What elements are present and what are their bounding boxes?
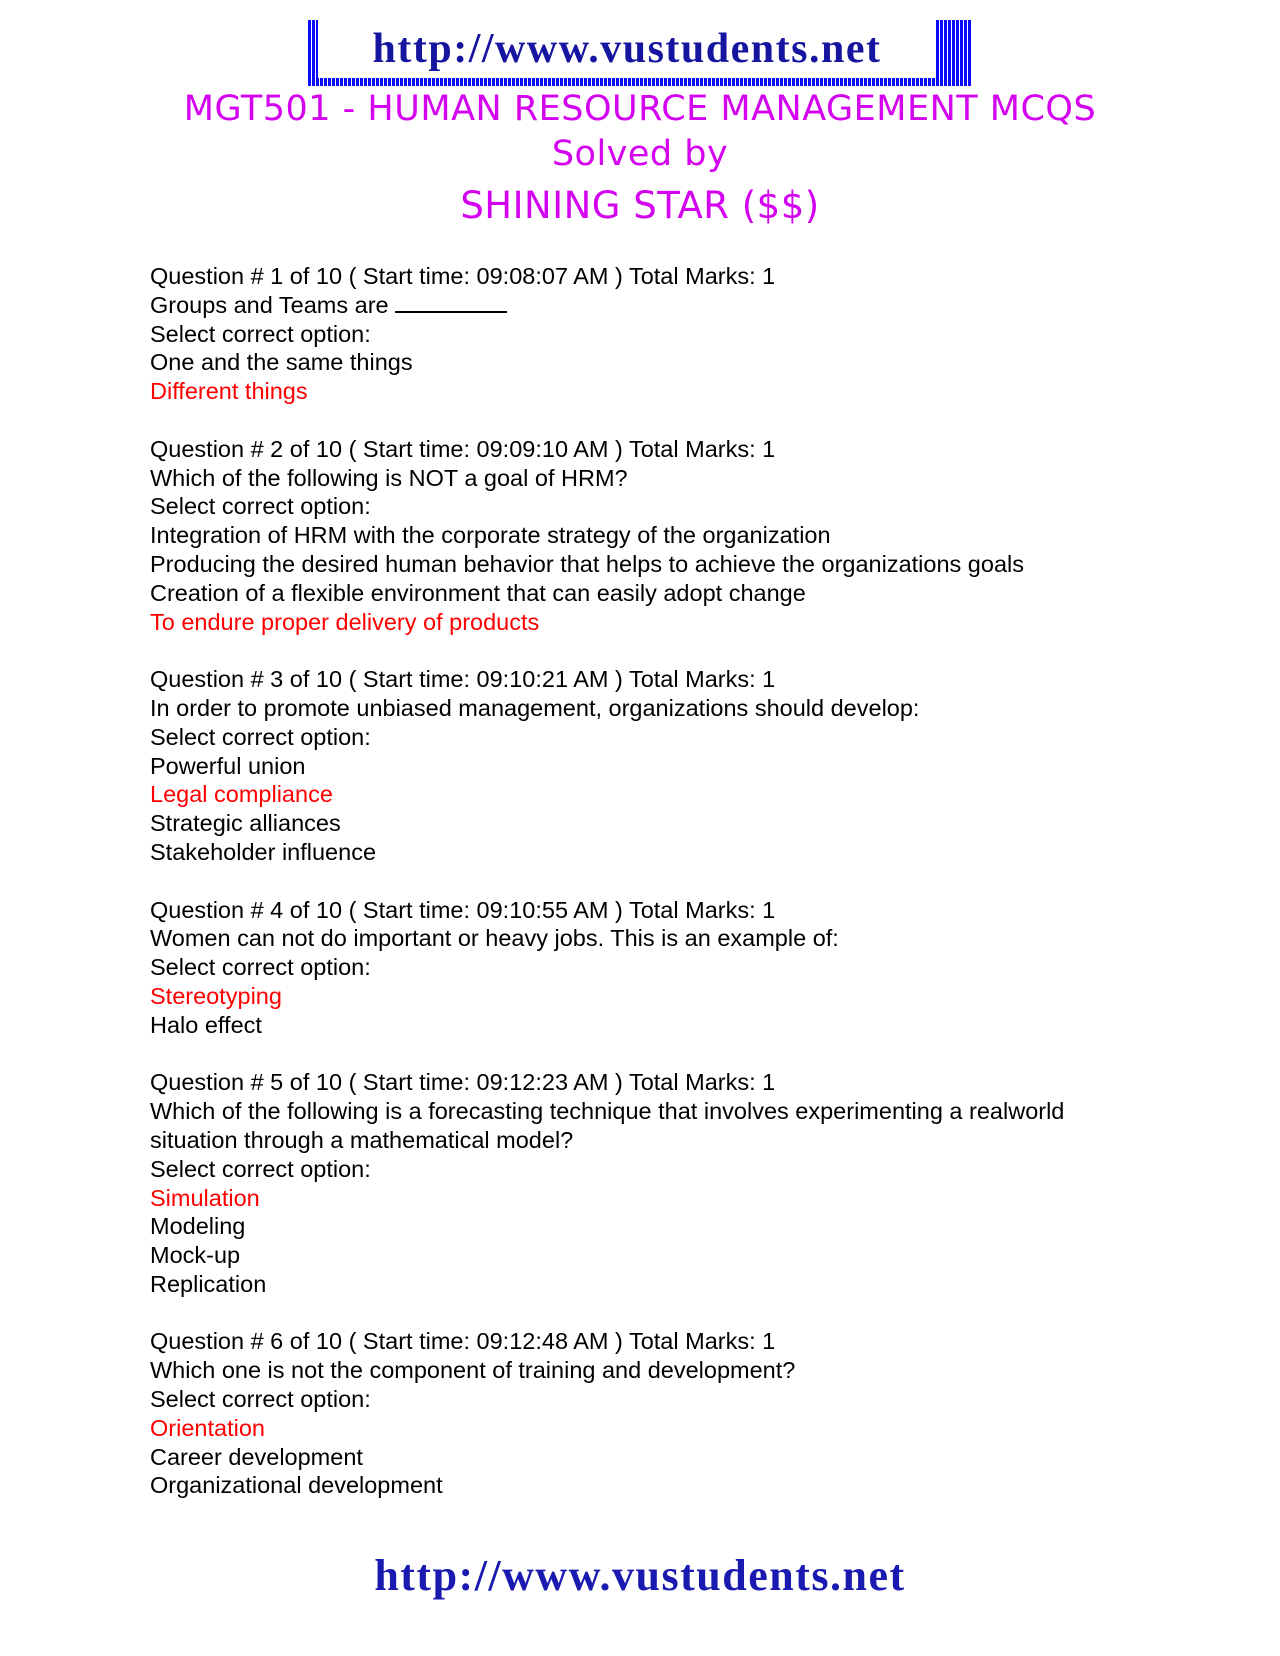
option: Career development [150, 1443, 363, 1470]
question-block [150, 665, 1250, 895]
question-text [150, 1097, 1250, 1126]
option: One and the same things [150, 349, 413, 376]
question-text-part: situation through a mathematical model? [150, 1126, 574, 1153]
correct-option: Legal compliance [150, 781, 333, 808]
correct-option: Orientation [150, 1414, 265, 1441]
question-text-part: Which of the following is a forecasting technique that involves experimenting a realworld [150, 1098, 1065, 1125]
footer-url: http://www.vustudents.net [374, 1551, 906, 1600]
question-text [150, 291, 1250, 320]
question-text [150, 924, 1250, 953]
question-block [150, 435, 1250, 665]
question-header: Question # 5 of 10 ( Start time: 09:12:23 AM ) Total Marks: 1 [150, 1069, 776, 1096]
option: Organizational development [150, 1472, 443, 1499]
spacer [150, 867, 1250, 896]
question-block [150, 896, 1250, 1069]
question-block [150, 1068, 1250, 1327]
option: Halo effect [150, 1011, 262, 1038]
select-prompt: Select correct option: [150, 320, 371, 347]
question-header: Question # 6 of 10 ( Start time: 09:12:48 AM ) Total Marks: 1 [150, 1328, 776, 1355]
option: Integration of HRM with the corporate strategy of the organization [150, 522, 831, 549]
banner-url: http://www.vustudents.net [372, 26, 882, 72]
question-text [150, 464, 1250, 493]
question-text-part: Women can not do important or heavy jobs. This is an example of: [150, 925, 839, 952]
option: Replication [150, 1270, 267, 1297]
question-header: Question # 1 of 10 ( Start time: 09:08:07 AM ) Total Marks: 1 [150, 263, 776, 289]
correct-option: Simulation [150, 1184, 260, 1211]
option: Stakeholder influence [150, 838, 377, 865]
question-block [150, 1327, 1250, 1500]
correct-option: To endure proper delivery of products [150, 608, 540, 635]
select-prompt: Select correct option: [150, 954, 371, 981]
spacer [150, 636, 1250, 665]
question-text-part: Which one is not the component of training and development? [150, 1357, 796, 1384]
correct-option: Stereotyping [150, 982, 282, 1009]
option: Powerful union [150, 752, 306, 779]
question-text [150, 694, 1250, 723]
question-text [150, 1356, 1250, 1385]
question-header: Question # 3 of 10 ( Start time: 09:10:21 AM ) Total Marks: 1 [150, 666, 776, 693]
spacer [150, 406, 1250, 435]
footer-logo[interactable] [0, 1550, 1280, 1601]
question-header: Question # 4 of 10 ( Start time: 09:10:55 AM ) Total Marks: 1 [150, 896, 776, 923]
option: Creation of a flexible environment that can easily adopt change [150, 579, 806, 606]
answer-blank [395, 291, 507, 313]
document-title: MGT501 - HUMAN RESOURCE MANAGEMENT MCQS [183, 89, 1097, 129]
question-text-part: Groups and Teams are [150, 291, 396, 318]
select-prompt: Select correct option: [150, 1386, 371, 1413]
select-prompt: Select correct option: [150, 723, 371, 750]
question-text [150, 1126, 1250, 1155]
questions-list [150, 262, 1250, 1500]
question-text-part: In order to promote unbiased management, organizations should develop: [150, 694, 920, 721]
site-banner-logo[interactable] [308, 20, 971, 86]
select-prompt: Select correct option: [150, 493, 371, 520]
spacer [150, 1299, 1250, 1328]
option: Modeling [150, 1213, 246, 1240]
author: SHINING STAR ($$) [460, 184, 820, 227]
question-block [150, 262, 1250, 435]
select-prompt: Select correct option: [150, 1155, 371, 1182]
option: Producing the desired human behavior that helps to achieve the organizations goals [150, 550, 1024, 577]
option: Strategic alliances [150, 810, 341, 837]
option: Mock-up [150, 1242, 241, 1269]
spacer [150, 1040, 1250, 1069]
subtitle: Solved by [551, 134, 729, 174]
banner-box [318, 20, 936, 78]
question-text-part: Which of the following is NOT a goal of HRM? [150, 464, 628, 491]
correct-option: Different things [150, 378, 308, 405]
question-header: Question # 2 of 10 ( Start time: 09:09:10 AM ) Total Marks: 1 [150, 435, 776, 462]
